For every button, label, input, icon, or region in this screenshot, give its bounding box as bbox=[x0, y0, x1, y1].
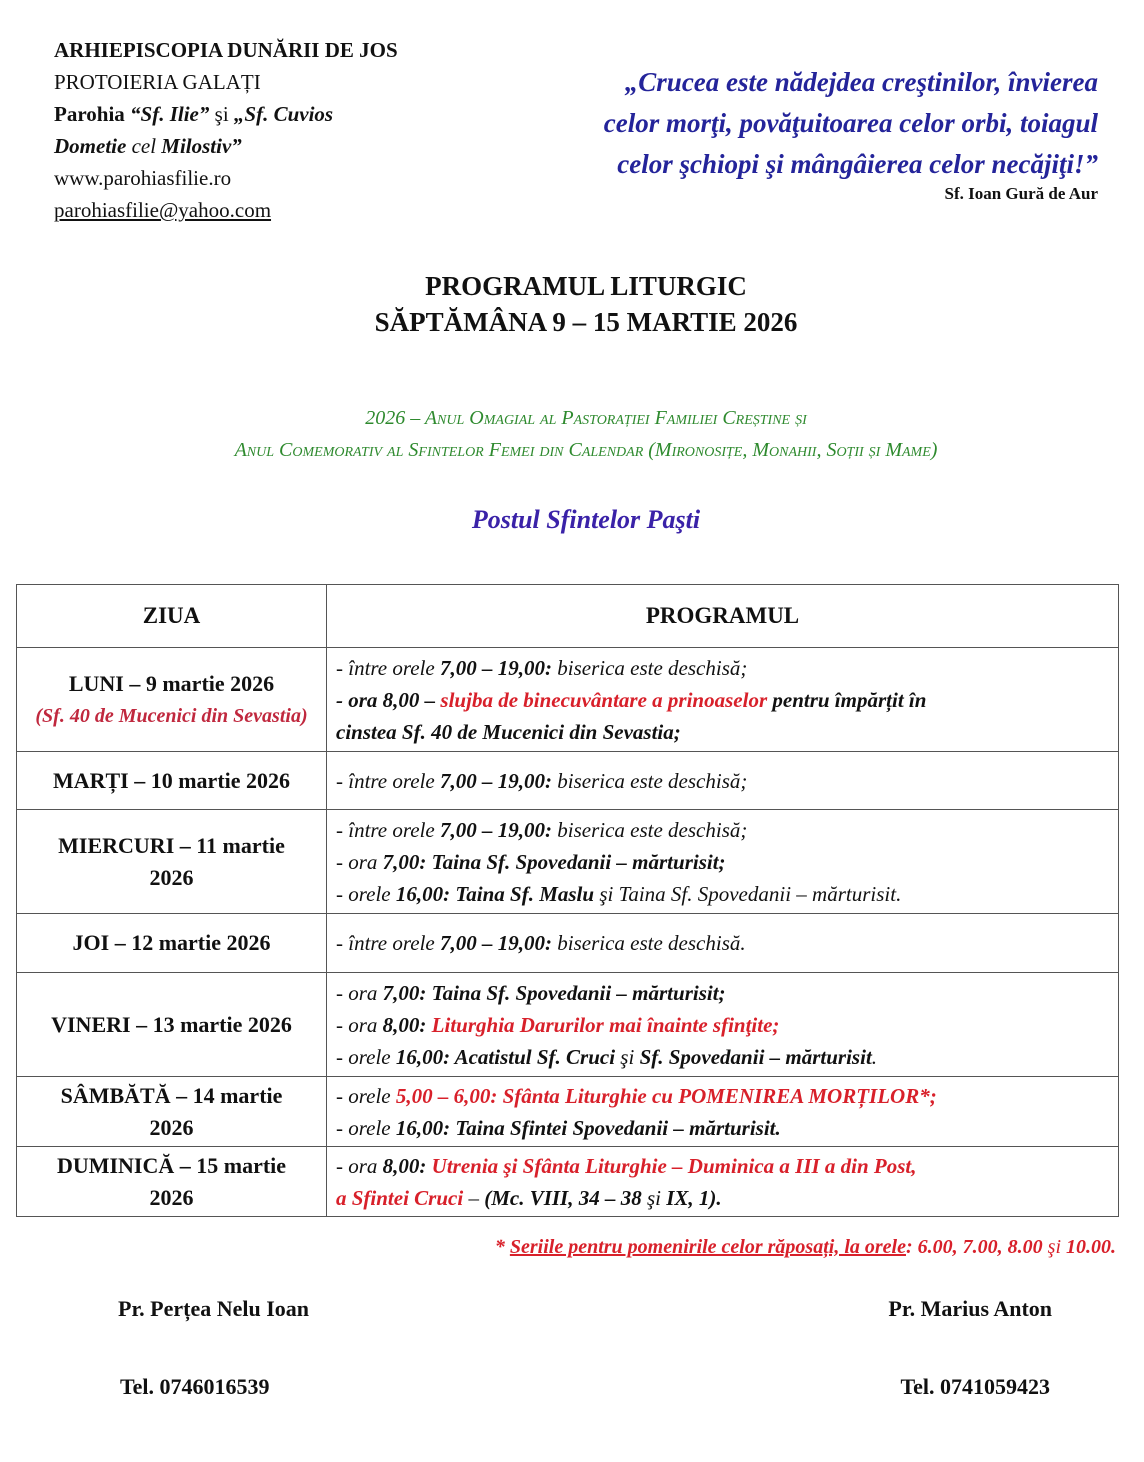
program-cell bbox=[327, 1147, 1119, 1217]
program-line: - între orele 7,00 – 19,00: biserica este deschisă; bbox=[336, 768, 748, 793]
program-line: - între orele 7,00 – 19,00: biserica este deschisă. bbox=[336, 931, 746, 955]
table-row bbox=[17, 810, 1119, 914]
program-line: - ora 8,00 – slujba de binecuvântare a prinoaselor pentru împărțit în bbox=[336, 687, 927, 712]
day-cell: MIERCURI – 11 martie 2026 bbox=[17, 810, 327, 914]
archdiocese-name: ARHIEPISCOPIA DUNĂRII DE JOS bbox=[54, 38, 398, 62]
footnote-and: şi bbox=[1047, 1236, 1061, 1258]
parish-saint-1: “Sf. Ilie” bbox=[130, 102, 210, 126]
program-line: - între orele 7,00 – 19,00: biserica este deschisă; bbox=[336, 655, 748, 680]
program-line: - orele 16,00: Taina Sfintei Spovedanii – mărturisit. bbox=[336, 1115, 781, 1140]
table-header-row bbox=[17, 585, 1119, 648]
year-theme-line2: Anul Comemorativ al Sfintelor Femei din Calendar (Mironosițe, Monahii, Soții și Mame) bbox=[234, 439, 938, 461]
parish-saint-2d: Milostiv” bbox=[161, 134, 242, 158]
table-row bbox=[17, 1147, 1119, 1217]
signature-name-right: Pr. Marius Anton bbox=[888, 1296, 1052, 1321]
parish-prefix: Parohia bbox=[54, 102, 131, 126]
program-line: - ora 7,00: Taina Sf. Spovedanii – mărturisit; bbox=[336, 849, 726, 874]
signature-phone-left: Tel. 0746016539 bbox=[120, 1374, 270, 1399]
program-line: - ora 7,00: Taina Sf. Spovedanii – mărturisit; bbox=[336, 980, 726, 1005]
parish-header bbox=[54, 34, 398, 226]
column-header-day: ZIUA bbox=[17, 585, 327, 648]
day-cell: VINERI – 13 martie 2026 bbox=[17, 973, 327, 1077]
program-line: a Sfintei Cruci – (Mc. VIII, 34 – 38 şi IX, 1). bbox=[336, 1185, 722, 1210]
quote-line: celor şchiopi şi mângâierea celor necăjiţi!” bbox=[617, 149, 1098, 179]
title-line1: PROGRAMUL LITURGIC bbox=[425, 271, 747, 301]
table-row bbox=[17, 973, 1119, 1077]
quote-block bbox=[458, 62, 1098, 185]
signature-name-left: Pr. Perțea Nelu Ioan bbox=[118, 1296, 310, 1321]
program-cell bbox=[327, 1077, 1119, 1147]
program-line: - orele 5,00 – 6,00: Sfânta Liturghie cu POMENIREA MORȚILOR*; bbox=[336, 1083, 937, 1108]
title-line2: SĂPTĂMÂNA 9 – 15 MARTIE 2026 bbox=[374, 307, 798, 337]
program-cell bbox=[327, 810, 1119, 914]
footnote-times: : 6.00, 7.00, 8.00 bbox=[905, 1236, 1048, 1258]
parish-saint-2b: Dometie bbox=[54, 134, 127, 158]
quote-line: „Crucea este nădejdea creştinilor, învierea bbox=[624, 67, 1098, 97]
email-link[interactable]: parohiasfilie@yahoo.com bbox=[54, 198, 272, 222]
parish-name-line2 bbox=[54, 130, 398, 162]
program-line: - ora 8,00: Liturghia Darurilor mai înainte sfinţite; bbox=[336, 1012, 780, 1037]
column-header-program: PROGRAMUL bbox=[327, 585, 1119, 648]
year-theme bbox=[0, 402, 1144, 466]
program-cell bbox=[327, 914, 1119, 973]
parish-name-line1 bbox=[54, 98, 398, 130]
program-cell bbox=[327, 973, 1119, 1077]
page-title bbox=[0, 268, 1144, 340]
signature-phone-right: Tel. 0741059423 bbox=[900, 1374, 1050, 1399]
parish-saint-2c: cel bbox=[126, 134, 162, 158]
footnote bbox=[495, 1236, 1116, 1259]
quote-author: Sf. Ioan Gură de Aur bbox=[944, 184, 1098, 203]
period-title: Postul Sfintelor Paşti bbox=[471, 505, 701, 534]
quote-line: celor morţi, povăţuitoarea celor orbi, toiagul bbox=[603, 108, 1098, 138]
footnote-last: 10.00. bbox=[1061, 1236, 1116, 1258]
day-cell bbox=[17, 648, 327, 752]
day-cell: DUMINICĂ – 15 martie 2026 bbox=[17, 1147, 327, 1217]
year-theme-line1: 2026 – Anul Omagial al Pastorației Familiei Creștine și bbox=[365, 407, 807, 429]
footnote-text: Seriile pentru pomenirile celor răposați, la orele bbox=[509, 1236, 906, 1258]
program-line: - între orele 7,00 – 19,00: biserica este deschisă; bbox=[336, 817, 748, 842]
website-link[interactable]: www.parohiasfilie.ro bbox=[54, 166, 232, 190]
day-cell: SÂMBĂTĂ – 14 martie 2026 bbox=[17, 1077, 327, 1147]
protopopiat-name: PROTOIERIA GALAȚI bbox=[54, 70, 261, 94]
program-line: - orele 16,00: Acatistul Sf. Cruci şi Sf. Spovedanii – mărturisit. bbox=[336, 1044, 878, 1069]
program-line: - ora 8,00: Utrenia şi Sfânta Liturghie – Duminica a III a din Post, bbox=[336, 1153, 917, 1178]
program-line: cinstea Sf. 40 de Mucenici din Sevastia; bbox=[336, 719, 681, 744]
day-cell: MARȚI – 10 martie 2026 bbox=[17, 752, 327, 810]
parish-saint-2a: „Sf. Cuvios bbox=[233, 102, 334, 126]
program-line: - orele 16,00: Taina Sf. Maslu şi Taina Sf. Spovedanii – mărturisit. bbox=[336, 881, 902, 906]
table-row bbox=[17, 752, 1119, 810]
table-row bbox=[17, 1077, 1119, 1147]
table-row bbox=[17, 914, 1119, 973]
footnote-star: * bbox=[494, 1236, 510, 1258]
table-row bbox=[17, 648, 1119, 752]
parish-and: şi bbox=[209, 102, 234, 126]
day-cell: JOI – 12 martie 2026 bbox=[17, 914, 327, 973]
day-note: (Sf. 40 de Mucenici din Sevastia) bbox=[35, 704, 308, 727]
program-cell bbox=[327, 752, 1119, 810]
schedule-table bbox=[16, 584, 1119, 1217]
day-label: LUNI – 9 martie 2026 bbox=[68, 670, 275, 696]
program-cell bbox=[327, 648, 1119, 752]
